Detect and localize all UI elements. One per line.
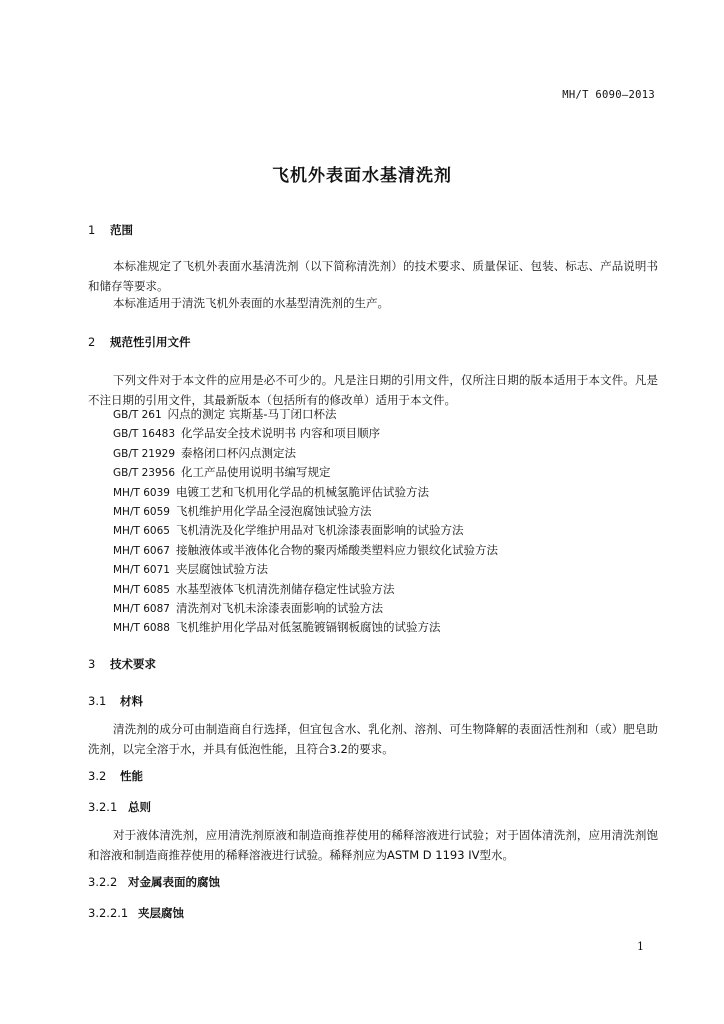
section-number: 3.2.2 xyxy=(88,875,118,889)
list-item xyxy=(113,580,498,599)
section-3-1-heading xyxy=(88,693,143,709)
section-number: 3.2.2.1 xyxy=(88,906,129,920)
scope-paragraph-1: 本标准规定了飞机外表面水基清洗剂（以下简称清洗剂）的技术要求、质量保证、包装、标志、产品说明书和储存等要求。 xyxy=(88,259,658,293)
ref-title: 夹层腐蚀试验方法 xyxy=(175,562,268,577)
general-paragraph: 对于液体清洗剂，应用清洗剂原液和制造商推荐使用的稀释溶液进行试验；对于固体清洗剂，应用清洗剂饱和溶液和制造商推荐使用的稀释溶液进行试验。稀释剂应为ASTM D 1193 IV型水。 xyxy=(88,828,658,862)
section-title: 总则 xyxy=(128,800,151,814)
normative-refs-intro: 下列文件对于本文件的应用是必不可少的。凡是注日期的引用文件，仅所注日期的版本适用于本文件。凡是不注日期的引用文件，其最新版本（包括所有的修改单）适用于本文件。 xyxy=(88,373,658,407)
ref-code: MH/T 6087 xyxy=(113,602,170,615)
section-3-2-2-heading xyxy=(88,874,220,890)
list-item xyxy=(113,599,498,618)
ref-code: MH/T 6085 xyxy=(113,583,170,596)
section-number: 3.2.1 xyxy=(88,800,118,814)
list-item xyxy=(113,483,498,502)
ref-code: MH/T 6067 xyxy=(113,544,170,557)
ref-title: 清洗剂对飞机未涂漆表面影响的试验方法 xyxy=(175,600,383,615)
ref-title: 化学品安全技术说明书 内容和项目顺序 xyxy=(181,426,381,441)
ref-title: 化工产品使用说明书编写规定 xyxy=(181,465,331,480)
section-3-2-1-heading xyxy=(88,799,151,815)
ref-code: GB/T 21929 xyxy=(113,447,176,460)
ref-code: MH/T 6059 xyxy=(113,505,170,518)
list-item xyxy=(113,560,498,579)
section-number: 3.2 xyxy=(88,769,107,783)
ref-code: MH/T 6088 xyxy=(113,622,170,635)
document-title: 飞机外表面水基清洗剂 xyxy=(272,166,452,186)
section-number: 3.1 xyxy=(88,694,107,708)
list-item xyxy=(113,444,498,463)
section-title: 对金属表面的腐蚀 xyxy=(128,875,220,889)
section-3-2-2-1-heading xyxy=(88,905,184,921)
list-item xyxy=(113,405,498,424)
section-title: 材料 xyxy=(120,694,143,708)
scope-paragraph-2: 本标准适用于清洗飞机外表面的水基型清洗剂的生产。 xyxy=(113,296,389,310)
section-1-heading xyxy=(88,222,133,238)
ref-title: 飞机维护用化学品对低氢脆镀镉钢板腐蚀的试验方法 xyxy=(175,620,441,635)
section-2-heading xyxy=(88,334,191,350)
list-item xyxy=(113,521,498,540)
section-title: 范围 xyxy=(110,223,133,237)
ref-code: GB/T 23956 xyxy=(113,467,176,480)
ref-code: MH/T 6065 xyxy=(113,525,170,538)
ref-code: GB/T 261 xyxy=(113,409,162,421)
section-number: 2 xyxy=(88,335,96,349)
list-item xyxy=(113,502,498,521)
list-item xyxy=(113,618,498,637)
page-number: 1 xyxy=(637,940,644,953)
section-title: 技术要求 xyxy=(110,657,156,671)
section-title: 规范性引用文件 xyxy=(110,335,191,349)
list-item xyxy=(113,541,498,560)
ref-title: 泰格闭口杯闪点测定法 xyxy=(181,445,297,460)
section-title: 夹层腐蚀 xyxy=(138,906,184,920)
section-3-heading xyxy=(88,656,156,672)
ref-code: GB/T 16483 xyxy=(113,428,176,441)
ref-code: MH/T 6039 xyxy=(113,486,170,499)
ref-title: 接触液体或半液体化合物的聚丙烯酸类塑料应力银纹化试验方法 xyxy=(175,542,498,557)
section-number: 1 xyxy=(88,223,96,237)
ref-code: MH/T 6071 xyxy=(113,564,170,577)
section-3-2-heading xyxy=(88,768,143,784)
materials-paragraph: 清洗剂的成分可由制造商自行选择，但宜包含水、乳化剂、溶剂、可生物降解的表面活性剂和（或）肥皂助洗剂，以完全溶于水，并具有低泡性能，且符合3.2的要求。 xyxy=(88,722,658,756)
ref-title: 水基型液体飞机清洗剂储存稳定性试验方法 xyxy=(175,581,395,596)
standard-number: MH/T 6090—2013 xyxy=(562,89,655,101)
section-title: 性能 xyxy=(120,769,143,783)
list-item xyxy=(113,424,498,443)
ref-title: 闪点的测定 宾斯基-马丁闭口杯法 xyxy=(167,407,337,421)
ref-title: 飞机维护用化学品全浸泡腐蚀试验方法 xyxy=(175,503,372,518)
list-item xyxy=(113,463,498,482)
ref-title: 飞机清洗及化学维护用品对飞机涂漆表面影响的试验方法 xyxy=(175,523,464,538)
section-number: 3 xyxy=(88,657,96,671)
ref-title: 电镀工艺和飞机用化学品的机械氢脆评估试验方法 xyxy=(175,484,429,499)
reference-list xyxy=(113,405,498,638)
